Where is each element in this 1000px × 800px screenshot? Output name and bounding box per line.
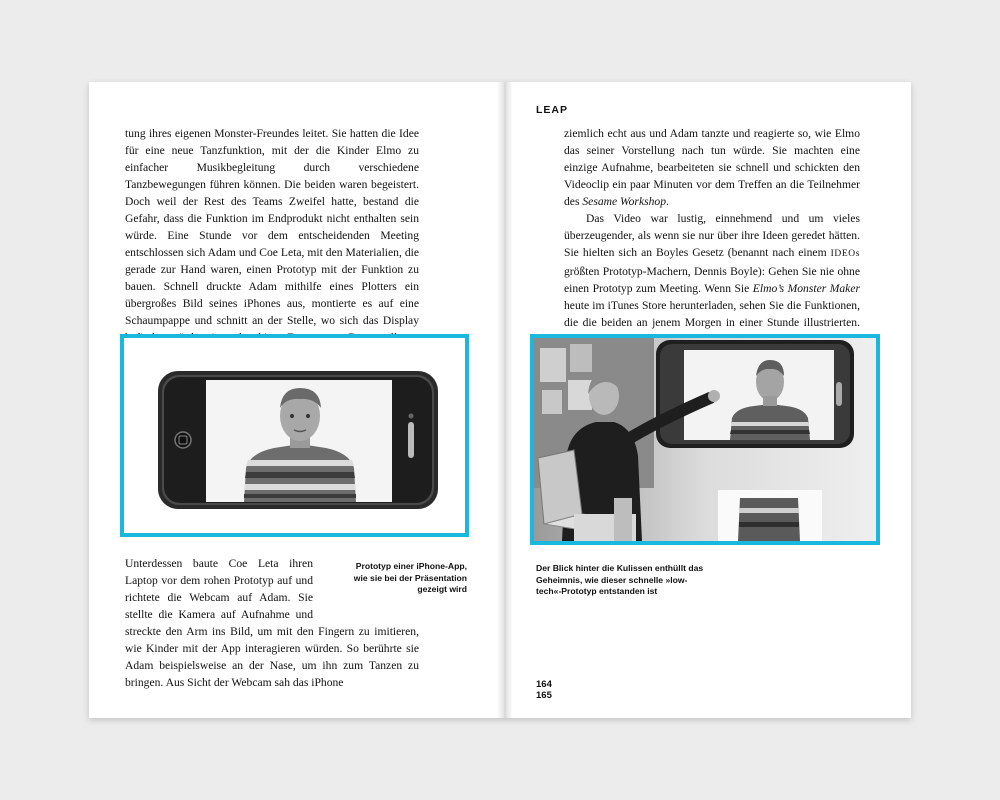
left-photo-caption: Prototyp einer iPhone-App, wie sie bei der Präsentation gezeigt wird: [353, 561, 467, 594]
right-paragraph-1: ziemlich echt aus und Adam tanzte und reagierte so, wie Elmo das seiner Vorstellung nach tun würde. Sie machten eine einzige Aufnahme, bearbeiteten sie schnell und schickten den Videoclip ein paar Minuten vor dem Treffen an die Teilnehmer des Sesame Workshop.: [564, 127, 860, 208]
book-gutter: [497, 82, 513, 718]
right-paragraph-2: Das Video war lustig, einnehmend und um vieles überzeugender, als wenn sie nur über ihre Ideen geredet hätten. Sie hielten sich an Boyles Gesetz (benannt nach einem IDEOs größten Prototyp-Machern, Dennis Boyle): Gehen Sie nie ohne einen Prototyp zum Meeting. Wenn Sie Elmo’s Monster Maker heute im iTunes Store herunterladen, sehen Sie die Funktionen, die die beiden an jenem Morgen in einer Stunde illustrierten.: [564, 212, 860, 329]
book-spread: [89, 82, 911, 718]
behind-the-scenes-photo: [534, 338, 876, 541]
page-numbers: 164 165: [536, 679, 552, 701]
iphone-prototype-photo: [124, 338, 465, 533]
left-page-bottom-paragraph: Unterdessen baute Coe Leta ihren Laptop vor dem rohen Prototyp auf und richtete die Webcam auf Adam. Sie stellte die Kamera auf Aufnahme und streckte den Arm ins Bild, um mit den Fingern zu imitieren, wie Kinder mit der App interagieren würden. So berührte sie Adam beispielsweise an der Nase, um ihn zum Tanzen zu bringen. Aus Sicht der Webcam sah das iPhone: [125, 557, 419, 689]
right-page-top-text: [564, 125, 860, 365]
running-header: LEAP: [536, 104, 569, 116]
behind-the-scenes-photo-frame: [530, 334, 880, 545]
right-photo-caption: Der Blick hinter die Kulissen enthüllt das Geheimnis, wie dieser schnelle »low-tech«-Prototyp entstanden ist: [536, 563, 704, 596]
iphone-prototype-photo-frame: [120, 334, 469, 537]
left-page-top-paragraph: tung ihres eigenen Monster-Freundes leitet. Sie hatten die Idee für eine neue Tanzfunktion, mit der die Kinder Elmo zu einfacher Musikbegleitung durch verschiedene Tanzbewegungen führen können. Die beiden waren begeistert. Doch weil der Rest des Teams Zweifel hatte, bestand die Gefahr, dass die Funktion im Endprodukt nicht enthalten sein würde. Eine Stunde vor dem entscheidenden Meeting entschlossen sich Adam und Coe Leta, mit den Materialien, die gerade zur Hand waren, einen Prototyp mit der Funktion zu bauen. Schnell druckte Adam mithilfe eines Plotters ein übergroßes Bild seines iPhones aus, montierte es auf eine Schaumpappe und schnitt an der Stelle, wo sich das Display: [125, 127, 419, 327]
